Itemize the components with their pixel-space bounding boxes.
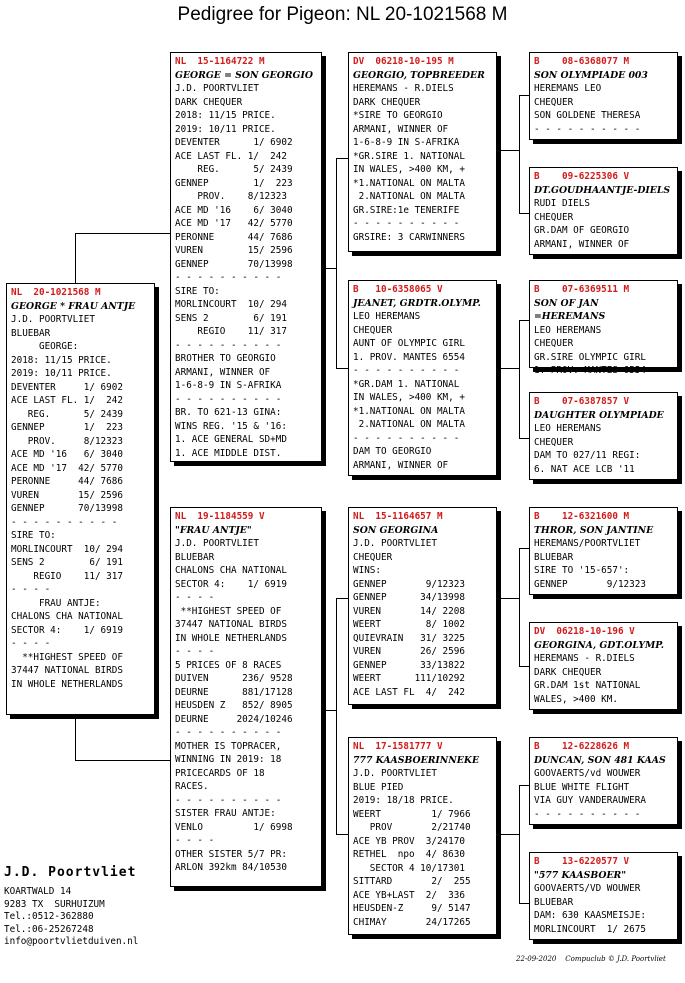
owner-address: KOARTWALD 14 (4, 886, 72, 897)
card-line: WINNING IN 2019: 18 (175, 754, 282, 765)
pigeon-name: GEORGINA, GDT.OLYMP. (534, 639, 664, 651)
card-line: J.D. POORTVLIET (175, 538, 259, 549)
card-line: DAM TO GEORGIO (353, 446, 432, 457)
pigeon-name: "577 KAASBOER" (534, 869, 627, 881)
connector-line (336, 158, 348, 159)
ring-number: B 10-6358065 V (353, 284, 443, 295)
card-line: VUREN 15/ 2596 (11, 489, 123, 501)
card-line: DAM: 630 KAASMEISJE: (534, 910, 646, 921)
pigeon-name: 777 KAASBOERINNEKE (353, 754, 480, 766)
card-line: RETHEL npo 4/ 8630 (353, 849, 465, 860)
card-line: REG. 5/ 2439 (175, 164, 293, 175)
card-line: PROV. 8/12323 (11, 435, 123, 447)
card-line: - - - - - - - - - - (175, 393, 282, 405)
pigeon-name: SON OF JAN =HEREMANS (534, 297, 606, 322)
connector-line (519, 548, 529, 549)
card-line: - - - - - - - - - - (175, 339, 282, 351)
card-line: GENNEP 1/ 223 (11, 422, 123, 433)
connector-line (519, 95, 520, 213)
card-line: LEO HEREMANS (534, 324, 602, 336)
connector-line (336, 598, 348, 599)
owner-block (4, 865, 138, 949)
owner-name: J.D. Poortvliet (4, 865, 137, 880)
connector-line (322, 268, 336, 269)
card-line: WALES, >400 KM. (534, 693, 618, 705)
card-line: 6. NAT ACE LCB '11 (534, 463, 635, 475)
card-line: QUIEVRAIN 31/ 3225 (353, 632, 465, 644)
card-line: AUNT OF OLYMPIC GIRL (353, 338, 465, 349)
card-line: - - - - (175, 592, 215, 603)
ring-number: B 09-6225306 V (534, 171, 630, 182)
card-line: 2.NATIONAL ON MALTA (353, 419, 465, 430)
card-line: ACE MD '17 42/ 5770 (11, 462, 123, 474)
card-line: 2019: 18/18 PRICE. (353, 795, 454, 806)
owner-phone: Tel.:0512-362880 (4, 911, 94, 922)
card-line: BLUEBAR (534, 896, 574, 908)
card-line: SECTOR 4 10/17301 (353, 862, 465, 874)
card-line: J.D. POORTVLIET (353, 538, 437, 549)
pigeon-name: "FRAU ANTJE" (175, 524, 252, 536)
connector-line (519, 785, 520, 903)
card-line: VENLO 1/ 6998 (175, 821, 293, 833)
pigeon-name: SON GEORGINA (353, 524, 439, 536)
connector-line (519, 320, 520, 438)
card-line: - - - - (175, 646, 215, 657)
card-line: GRSIRE: 3 CARWINNERS (353, 231, 465, 243)
card-line: HEREMANS/POORTVLIET (534, 538, 641, 549)
card-line: DUIVEN 236/ 9528 (175, 673, 293, 684)
ring-number: DV 06218-10-196 V (534, 626, 635, 637)
pigeon-name: SON OLYMPIADE 003 (534, 69, 648, 81)
card-line: PROV 2/21740 (353, 822, 471, 833)
card-line: HEUSDEN Z 852/ 8905 (175, 700, 293, 711)
ring-number: NL 20-1021568 M (11, 287, 101, 298)
card-line: VUREN 14/ 2208 (353, 605, 465, 617)
connector-line (497, 598, 519, 599)
card-line: REGIO 11/ 317 (175, 326, 287, 337)
card-line: REG. 5/ 2439 (11, 408, 123, 420)
card-line: PERONNE 44/ 7686 (11, 476, 123, 487)
card-line: DEURNE 2024/10246 (175, 713, 293, 725)
card-line: SECTOR 4: 1/ 6919 (175, 578, 287, 590)
card-line: **HIGHEST SPEED OF (11, 651, 123, 663)
connector-line (75, 760, 170, 761)
card-line: LEO HEREMANS (353, 311, 421, 322)
card-line: SISTER FRAU ANTJE: (175, 808, 276, 819)
card-line: PERONNE 44/ 7686 (175, 231, 293, 243)
pigeon-name: GEORGIO, TOPBREEDER (353, 69, 485, 81)
pigeon-name: THROR, SON JANTINE (534, 524, 654, 536)
card-line: MORLINCOURT 1/ 2675 (534, 923, 646, 935)
card-line: 2.NATIONAL ON MALTA (353, 191, 465, 202)
card-line: - - - - (11, 638, 51, 649)
card-line: RUDI DIELS (534, 198, 590, 209)
card-line: BLUEBAR (11, 327, 51, 339)
card-line: GENNEP 9/12323 (353, 578, 465, 590)
card-line: - - - - - - - - - - (175, 727, 282, 738)
connector-line (75, 715, 76, 760)
pedigree-card-sire-dam (348, 280, 497, 476)
card-line: SECTOR 4: 1/ 6919 (11, 624, 123, 636)
card-line: CHEQUER (534, 338, 574, 349)
card-line: - - - - - - - - - - (175, 794, 282, 806)
card-line: 2019: 10/11 PRICE. (175, 123, 276, 135)
pedigree-card-ssd (529, 167, 678, 255)
ring-number: NL 17-1581777 V (353, 741, 443, 752)
connector-line (497, 834, 519, 835)
card-line: *GR.SIRE 1. NATIONAL (353, 150, 465, 162)
card-line: BLUEBAR (175, 551, 215, 563)
card-line: 2018: 11/15 PRICE. (11, 354, 112, 366)
card-line: ARMANI, WINNER OF (175, 366, 271, 378)
card-line: ARMANI, WINNER OF (353, 459, 449, 471)
card-line: GENNEP 70/13998 (11, 503, 123, 514)
card-line: 2018: 11/15 PRICE. (175, 110, 276, 121)
card-line: CHALONS CHA NATIONAL (11, 611, 123, 622)
connector-line (519, 438, 529, 439)
card-line: VUREN 15/ 2596 (175, 245, 293, 256)
card-line: J.D. POORTVLIET (353, 768, 437, 779)
card-line: CHEQUER (534, 436, 574, 448)
card-line: PRICECARDS OF 18 (175, 767, 265, 779)
connector-line (497, 368, 519, 369)
card-line: ACE MD '16 6/ 3040 (11, 449, 123, 460)
card-line: 1. PROV. MANTES 6554 (353, 351, 465, 363)
card-line: CHEQUER (534, 96, 574, 108)
card-line: CHEQUER (534, 211, 574, 223)
card-line: SIRE TO: (175, 285, 220, 297)
connector-line (322, 710, 336, 711)
pedigree-card-dds (529, 737, 678, 825)
card-line: DARK CHEQUER (534, 666, 602, 678)
pigeon-name: DUNCAN, SON 481 KAAS (534, 754, 666, 766)
card-line: ACE YB PROV 3/24170 (353, 835, 465, 847)
card-line: ACE LAST FL. 1/ 242 (11, 395, 123, 406)
card-line: SIRE TO: (11, 530, 56, 541)
ring-number: DV 06218-10-195 M (353, 56, 454, 67)
owner-postal: 9283 TX SURHUIZUM (4, 898, 105, 910)
card-line: ACE MD '16 6/ 3040 (175, 204, 293, 216)
footer-credit: 22-09-2020 Compuclub © J.D. Poortvliet (516, 955, 666, 963)
pigeon-name: JEANET, GRDTR.OLYMP. (353, 297, 481, 309)
card-line: SENS 2 6/ 191 (175, 312, 287, 324)
card-line: - - - - - - - - - - (534, 123, 641, 135)
card-line: GOOVAERTS/vd WOUWER (534, 768, 641, 779)
card-line: - - - - - - - - - - (353, 432, 460, 444)
card-line: MORLINCOURT 10/ 294 (11, 543, 123, 555)
pedigree-card-dsd (529, 622, 678, 710)
pedigree-card-subject (6, 283, 155, 715)
card-line: ACE LAST FL. 1/ 242 (175, 150, 287, 162)
card-line: GENNEP 70/13998 (175, 258, 293, 270)
card-line: GEORGE: (11, 341, 79, 352)
pedigree-card-sire-sire (348, 52, 497, 252)
pedigree-card-dss (529, 507, 678, 595)
card-line: OTHER SISTER 5/7 PR: (175, 848, 287, 860)
card-line: GOOVAERTS/VD WOUWER (534, 883, 641, 894)
pedigree-card-sire (170, 52, 322, 462)
card-line: GENNEP 33/13822 (353, 659, 465, 671)
card-line: ACE YB+LAST 2/ 336 (353, 889, 465, 901)
card-line: FRAU ANTJE: (11, 597, 101, 609)
card-line: GENNEP 34/13998 (353, 592, 465, 603)
card-line: *SIRE TO GEORGIO (353, 110, 443, 121)
connector-line (336, 598, 337, 834)
pigeon-name: DT.GOUDHAANTJE-DIELS (534, 184, 671, 196)
card-line: GR.DAM 1st NATIONAL (534, 680, 641, 691)
connector-line (75, 233, 170, 234)
pigeon-name: GEORGE * FRAU ANTJE (11, 300, 136, 312)
owner-email[interactable]: info@poortvlietduiven.nl (4, 936, 139, 947)
card-line: DEURNE 881/17128 (175, 686, 293, 698)
card-line: 37447 NATIONAL BIRDS (175, 619, 287, 630)
ring-number: B 13-6220577 V (534, 856, 630, 867)
card-line: VUREN 26/ 2596 (353, 646, 465, 657)
card-line: SITTARD 2/ 255 (353, 876, 471, 887)
card-line: BLUE WHITE FLIGHT (534, 781, 630, 793)
ring-number: B 07-6387857 V (534, 396, 630, 407)
card-line: - - - - - - - - - - (11, 516, 118, 528)
card-line: VIA GUY VANDERAUWERA (534, 795, 646, 806)
card-line: PROV. 8/12323 (175, 191, 287, 202)
card-line: 1. ACE GENERAL SD+MD (175, 434, 287, 445)
card-line: CHEQUER (353, 551, 393, 563)
card-line: LEO HEREMANS (534, 423, 602, 434)
connector-line (336, 834, 348, 835)
card-line: SENS 2 6/ 191 (11, 557, 123, 568)
card-line: *1.NATIONAL ON MALTA (353, 177, 465, 189)
card-line: DAM TO 027/11 REGI: (534, 450, 641, 461)
connector-line (519, 213, 529, 214)
pedigree-card-dam (170, 507, 322, 887)
card-line: WINS: (353, 565, 381, 576)
ring-number: NL 15-1164657 M (353, 511, 443, 522)
card-line: RACES. (175, 781, 209, 792)
card-line: WINS REG. '15 & '16: (175, 420, 287, 432)
card-line: WEERT 8/ 1002 (353, 619, 465, 630)
card-line: - - - - (11, 584, 51, 595)
connector-line (497, 150, 519, 151)
card-line: 37447 NATIONAL BIRDS (11, 665, 123, 676)
card-line: 5 PRICES OF 8 RACES (175, 659, 282, 671)
connector-line (75, 233, 76, 283)
ring-number: B 07-6369511 M (534, 284, 630, 295)
card-line: J.D. POORTVLIET (175, 83, 259, 94)
pedigree-card-ddd (529, 852, 678, 940)
card-line: ARMANI, WINNER OF (353, 123, 449, 135)
card-line: BLUEBAR (534, 551, 574, 563)
card-line: IN WALES, >400 KM, + (353, 164, 465, 175)
card-line: DEVENTER 1/ 6902 (175, 137, 293, 148)
card-line: IN WHOLE NETHERLANDS (11, 678, 123, 690)
connector-line (519, 320, 529, 321)
ring-number: NL 15-1164722 M (175, 56, 265, 67)
card-line: CHALONS CHA NATIONAL (175, 565, 287, 576)
card-line: 1. PROV. MANTES 6554 (534, 365, 646, 376)
connector-line (519, 666, 529, 667)
card-line: 1-6-8-9 IN S-AFRIKA (175, 380, 282, 391)
card-line: CHEQUER (353, 324, 393, 336)
card-line: *1.NATIONAL ON MALTA (353, 405, 465, 417)
pedigree-card-sdd (529, 392, 678, 480)
card-line: DARK CHEQUER (353, 96, 421, 108)
card-line: BROTHER TO GEORGIO (175, 353, 276, 364)
card-line: **HIGHEST SPEED OF (175, 605, 282, 617)
pedigree-card-sss (529, 52, 678, 140)
card-line: ACE MD '17 42/ 5770 (175, 218, 293, 229)
card-line: REGIO 11/ 317 (11, 570, 123, 582)
card-line: - - - - - - - - - - (534, 808, 641, 820)
card-line: BR. TO 621-13 GINA: (175, 407, 282, 418)
card-line: GENNEP 1/ 223 (175, 177, 293, 189)
pedigree-card-dam-dam (348, 737, 497, 935)
card-line: GR.SIRE:1e TENERIFE (353, 204, 460, 216)
connector-line (336, 368, 348, 369)
ring-number: B 12-6321600 M (534, 511, 630, 522)
card-line: 1. ACE MIDDLE DIST. (175, 447, 282, 459)
card-line: IN WHOLE NETHERLANDS (175, 632, 287, 644)
card-line: CHIMAY 24/17265 (353, 916, 471, 928)
card-line: 1-6-8-9 IN S-AFRIKA (353, 137, 460, 148)
card-line: SON GOLDENE THERESA (534, 110, 641, 121)
card-line: WEERT 111/10292 (353, 673, 465, 684)
card-line: - - - - - - - - - - (175, 272, 282, 283)
card-line: DARK CHEQUER (175, 96, 243, 108)
card-line: HEREMANS - R.DIELS (353, 83, 454, 94)
pedigree-card-sds (529, 280, 678, 376)
ring-number: NL 19-1184559 V (175, 511, 265, 522)
card-line: - - - - (175, 835, 215, 846)
card-line: 2019: 10/11 PRICE. (11, 368, 112, 379)
card-line: ARLON 392km 84/10530 (175, 862, 287, 873)
card-line: DEVENTER 1/ 6902 (11, 381, 123, 393)
card-line: J.D. POORTVLIET (11, 314, 95, 325)
ring-number: B 08-6368077 M (534, 56, 630, 67)
owner-mobile: Tel.:06-25267248 (4, 923, 94, 935)
card-line: IN WALES, >400 KM, + (353, 392, 465, 403)
pigeon-name: GEORGE = SON GEORGIO (175, 69, 313, 81)
card-line: HEREMANS - R.DIELS (534, 653, 635, 664)
connector-line (519, 548, 520, 666)
card-line: GR.SIRE OLYMPIC GIRL (534, 351, 646, 363)
card-line: WEERT 1/ 7966 (353, 808, 471, 820)
connector-line (519, 903, 529, 904)
pedigree-card-dam-sire (348, 507, 497, 705)
pigeon-name: DAUGHTER OLYMPIADE (534, 409, 664, 421)
ring-number: B 12-6228626 M (534, 741, 630, 752)
card-line: MOTHER IS TOPRACER, (175, 740, 282, 752)
card-line: SIRE TO '15-657': (534, 565, 630, 576)
card-line: BLUE PIED (353, 781, 404, 793)
card-line: ACE LAST FL 4/ 242 (353, 686, 465, 698)
connector-line (336, 158, 337, 368)
card-line: - - - - - - - - - - (353, 218, 460, 229)
card-line: GENNEP 9/12323 (534, 578, 646, 590)
card-line: HEUSDEN-Z 9/ 5147 (353, 903, 471, 914)
card-line: MORLINCOURT 10/ 294 (175, 299, 287, 310)
card-line: *GR.DAM 1. NATIONAL (353, 378, 460, 390)
card-line: ARMANI, WINNER OF (534, 238, 630, 250)
card-line: GR.DAM OF GEORGIO (534, 225, 630, 236)
connector-line (519, 95, 529, 96)
card-line: HEREMANS LEO (534, 83, 602, 94)
connector-line (519, 785, 529, 786)
page-title: Pedigree for Pigeon: NL 20-1021568 M (177, 4, 508, 25)
card-line: - - - - - - - - - - (353, 365, 460, 376)
